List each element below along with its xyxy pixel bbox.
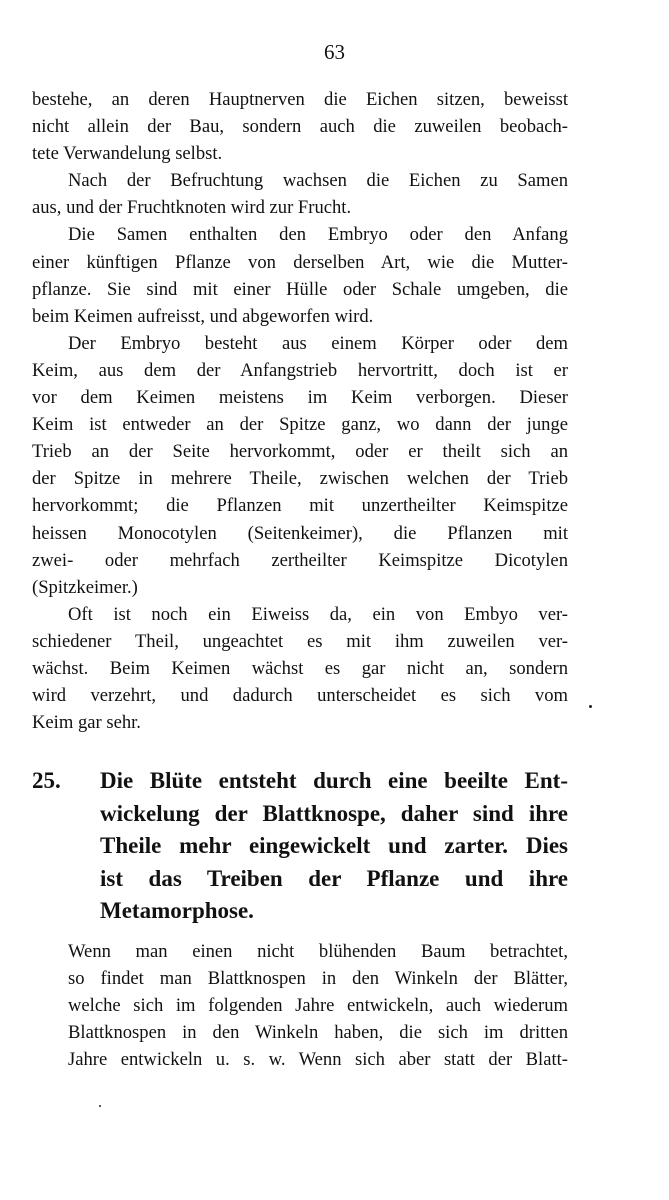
text-line: Trieb an der Seite hervorkommt, oder er theilt sich an — [32, 441, 568, 463]
text-line: beim Keimen aufreisst, und abgeworfen wird. — [32, 305, 374, 327]
text-line: tete Verwandelung selbst. — [32, 143, 223, 165]
text-line: vor dem Keimen meistens im Keim verborgen. Dieser — [32, 387, 568, 409]
text-line: Keim ist entweder an der Spitze ganz, wo dann der junge — [32, 414, 568, 436]
text-line: wächst. Beim Keimen wächst es gar nicht an, sondern — [32, 657, 568, 679]
section-heading — [100, 765, 568, 928]
text-line: nicht allein der Bau, sondern auch die zuweilen beobach- — [32, 116, 568, 138]
text-line: pflanze. Sie sind mit einer Hülle oder Schale umgeben, die — [32, 278, 568, 300]
heading-line: ist das Treiben der Pflanze und ihre — [100, 865, 568, 891]
text-line: welche sich im folgenden Jahre entwickeln, auch wiederum — [68, 995, 568, 1017]
text-line: zwei- oder mehrfach zertheilter Keimspitze Dicotylen — [32, 549, 568, 571]
page-number: 63 — [324, 40, 345, 64]
heading-line: Theile mehr eingewickelt und zarter. Dies — [100, 833, 568, 858]
text-line: Wenn man einen nicht blühenden Baum betrachtet, — [68, 941, 568, 962]
text-line: Die Samen enthalten den Embryo oder den Anfang — [68, 224, 568, 246]
text-line: heissen Monocotylen (Seitenkeimer), die Pflanzen mit — [32, 522, 568, 544]
body-text — [32, 86, 568, 736]
text-line: (Spitzkeimer.) — [32, 576, 138, 598]
text-line: aus, und der Fruchtknoten wird zur Frucht. — [32, 197, 352, 219]
text-line: wird verzehrt, und dadurch unterscheidet es sich vom — [32, 685, 568, 707]
text-line: der Spitze in mehrere Theile, zwischen welchen der Trieb — [32, 468, 568, 490]
section-body-text — [32, 938, 568, 1073]
text-line: bestehe, an deren Hauptnerven die Eichen sitzen, beweisst — [32, 89, 568, 110]
text-line: Keim, aus dem der Anfangstrieb hervortritt, doch ist er — [32, 359, 568, 381]
heading-line: wickelung der Blattknospe, daher sind ihre — [100, 800, 568, 826]
text-line: hervorkommt; die Pflanzen mit unzertheilter Keimspitze — [32, 495, 568, 517]
text-line: einer künftigen Pflanze von derselben Art, wie die Mutter- — [32, 251, 568, 273]
text-line: Der Embryo besteht aus einem Körper oder dem — [68, 332, 568, 354]
text-line: Blattknospen in den Winkeln haben, die sich im dritten — [68, 1022, 568, 1044]
text-line: Keim gar sehr. — [32, 712, 141, 734]
text-line: Jahre entwickeln u. s. w. Wenn sich aber statt der Blatt- — [68, 1049, 568, 1071]
heading-line: Die Blüte entsteht durch eine beeilte Ent- — [100, 768, 568, 793]
ink-speck — [99, 1105, 101, 1107]
text-line: Nach der Befruchtung wachsen die Eichen zu Samen — [68, 170, 568, 192]
section-number: 25. — [32, 768, 61, 793]
text-line: Oft ist noch ein Eiweiss da, ein von Embyo ver- — [68, 603, 568, 625]
text-line: schiedener Theil, ungeachtet es mit ihm zuweilen ver- — [32, 630, 568, 652]
heading-line: Metamorphose. — [100, 898, 254, 923]
text-line: so findet man Blattknospen in den Winkeln der Blätter, — [68, 968, 568, 990]
ink-speck — [589, 705, 592, 708]
